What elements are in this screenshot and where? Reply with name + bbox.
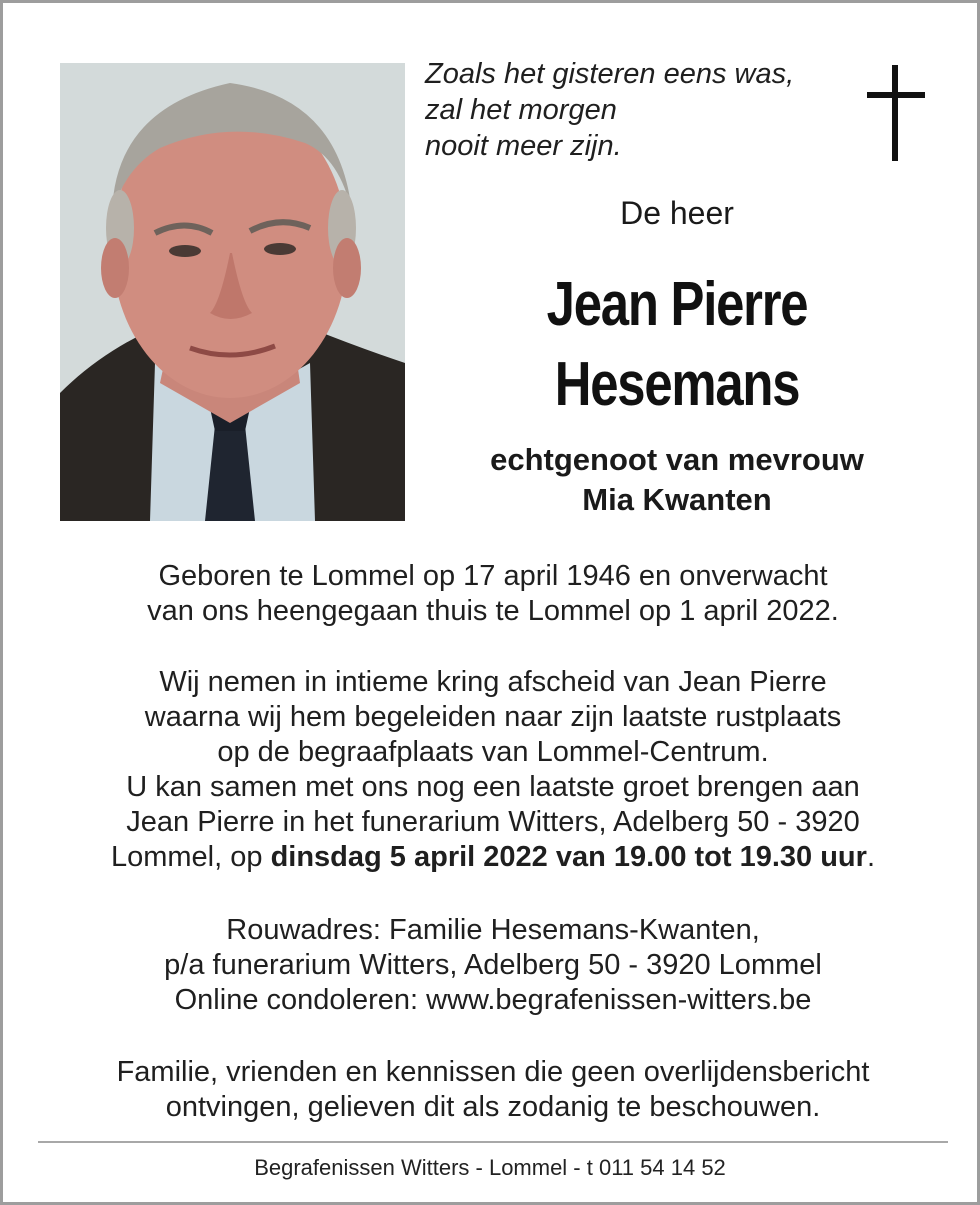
paragraph-line: Wij nemen in intieme kring afscheid van Jean Pierre <box>159 666 827 698</box>
deceased-name <box>465 265 888 425</box>
quote-line: Zoals het gisteren eens was, <box>425 58 795 90</box>
salutation: De heer <box>620 195 734 231</box>
spouse-line-1: echtgenoot van mevrouw <box>490 442 864 477</box>
spouse-info <box>419 440 935 520</box>
paragraph-line: van ons heengegaan thuis te Lommel op 1 april 2022. <box>147 595 839 627</box>
cross-icon <box>867 65 925 163</box>
condolence-link[interactable]: Online condoleren: www.begrafenissen-witters.be <box>174 984 812 1016</box>
paragraph-line: Geboren te Lommel op 17 april 1946 en onverwacht <box>158 560 828 592</box>
paragraph-line: op de begraafplaats van Lommel-Centrum. <box>217 736 769 768</box>
paragraph-line: Jean Pierre in het funerarium Witters, Adelberg 50 - 3920 <box>126 806 860 838</box>
spouse-line-2: Mia Kwanten <box>582 482 772 517</box>
birth-death-paragraph <box>23 559 963 629</box>
farewell-paragraph <box>23 665 963 875</box>
paragraph-line: waarna wij hem begeleiden naar zijn laatste rustplaats <box>144 701 842 733</box>
paragraph-line: Familie, vrienden en kennissen die geen overlijdensbericht <box>116 1056 870 1088</box>
portrait-photo <box>60 63 405 521</box>
footer-divider <box>38 1141 948 1143</box>
paragraph-line: U kan samen met ons nog een laatste groet brengen aan <box>126 771 860 803</box>
paragraph-line <box>23 840 963 875</box>
quote <box>425 56 794 164</box>
visitation-time: dinsdag 5 april 2022 van 19.00 tot 19.30 uur <box>270 841 867 873</box>
address-paragraph <box>23 913 963 1018</box>
notice-paragraph <box>23 1055 963 1125</box>
paragraph-line: ontvingen, gelieven dit als zodanig te beschouwen. <box>165 1091 821 1123</box>
line-prefix: Lommel, op <box>110 841 271 873</box>
paragraph-line: p/a funerarium Witters, Adelberg 50 - 3920 Lommel <box>164 949 822 981</box>
quote-line: zal het morgen <box>425 94 617 126</box>
portrait-illustration <box>60 63 405 521</box>
quote-line: nooit meer zijn. <box>425 130 622 162</box>
footer-text: Begrafenissen Witters - Lommel - t 011 54 14 52 <box>254 1155 726 1180</box>
name-line-2: Hesemans <box>554 350 800 419</box>
paragraph-line: Rouwadres: Familie Hesemans-Kwanten, <box>226 914 760 946</box>
name-line-1: Jean Pierre <box>546 270 808 339</box>
line-suffix: . <box>866 841 875 873</box>
